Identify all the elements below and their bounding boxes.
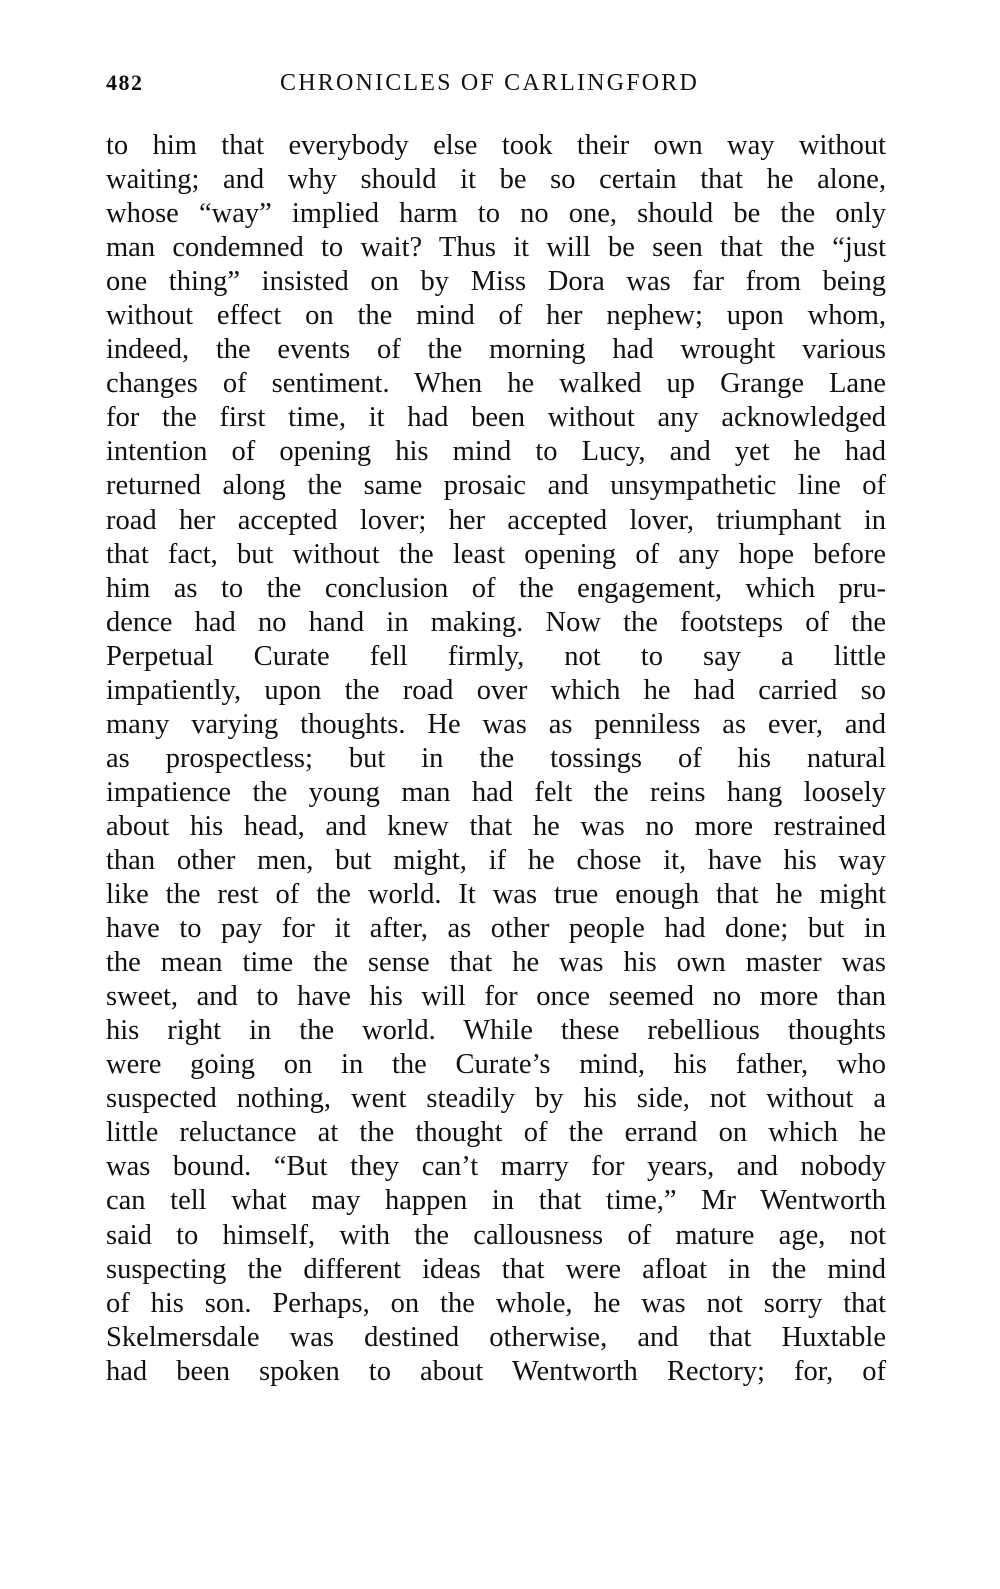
text-line: without effect on the mind of her nephew; upon whom, <box>106 300 886 332</box>
text-line: road her accepted lover; her accepted lover, triumphant in <box>106 504 886 536</box>
text-line: of his son. Perhaps, on the whole, he was not sorry that <box>106 1287 886 1319</box>
text-line: suspected nothing, went steadily by his side, not without a <box>106 1083 886 1115</box>
text-line: as prospectless; but in the tossings of his natural <box>106 742 886 774</box>
text-line: indeed, the events of the morning had wrought various <box>106 334 886 366</box>
text-line: waiting; and why should it be so certain that he alone, <box>106 164 886 196</box>
text-line: have to pay for it after, as other people had done; but in <box>106 913 886 945</box>
page-number: 482 <box>106 70 144 95</box>
text-line: sweet, and to have his will for once seemed no more than <box>106 981 886 1013</box>
text-line: impatiently, upon the road over which he had carried so <box>106 674 886 706</box>
text-line: him as to the conclusion of the engagement, which pru- <box>106 572 886 604</box>
text-line: Skelmersdale was destined otherwise, and that Huxtable <box>106 1321 886 1353</box>
text-line: impatience the young man had felt the reins hang loosely <box>106 776 886 808</box>
text-line: suspecting the different ideas that were afloat in the mind <box>106 1253 886 1285</box>
text-line: like the rest of the world. It was true enough that he might <box>106 879 886 911</box>
text-line: man condemned to wait? Thus it will be seen that the “just <box>106 232 886 264</box>
running-title: CHRONICLES OF CARLINGFORD <box>280 70 700 96</box>
text-line: to him that everybody else took their own way without <box>106 130 886 161</box>
text-line: can tell what may happen in that time,” Mr Wentworth <box>106 1185 886 1217</box>
text-line: many varying thoughts. He was as penniless as ever, and <box>106 708 886 740</box>
text-line: changes of sentiment. When he walked up Grange Lane <box>106 368 886 400</box>
text-line: said to himself, with the callousness of mature age, not <box>106 1219 886 1251</box>
text-line: one thing” insisted on by Miss Dora was far from being <box>106 266 886 298</box>
body-text <box>106 129 886 1389</box>
text-line: for the first time, it had been without any acknowledged <box>106 402 886 434</box>
text-line: Perpetual Curate fell firmly, not to say a little <box>106 640 886 672</box>
text-line: returned along the same prosaic and unsympathetic line of <box>106 470 886 502</box>
text-line: the mean time the sense that he was his own master was <box>106 947 886 979</box>
text-line: that fact, but without the least opening of any hope before <box>106 538 886 570</box>
text-line: were going on in the Curate’s mind, his father, who <box>106 1049 886 1081</box>
text-line: had been spoken to about Wentworth Rectory; for, of <box>106 1355 886 1387</box>
text-line: whose “way” implied harm to no one, should be the only <box>106 198 886 230</box>
text-line: dence had no hand in making. Now the footsteps of the <box>106 606 886 638</box>
running-head <box>106 70 886 104</box>
text-line: little reluctance at the thought of the errand on which he <box>106 1117 886 1149</box>
text-line: about his head, and knew that he was no more restrained <box>106 810 886 842</box>
text-line: than other men, but might, if he chose it, have his way <box>106 844 886 876</box>
text-line: his right in the world. While these rebellious thoughts <box>106 1015 886 1047</box>
text-line: intention of opening his mind to Lucy, and yet he had <box>106 436 886 468</box>
text-line: was bound. “But they can’t marry for years, and nobody <box>106 1151 886 1183</box>
